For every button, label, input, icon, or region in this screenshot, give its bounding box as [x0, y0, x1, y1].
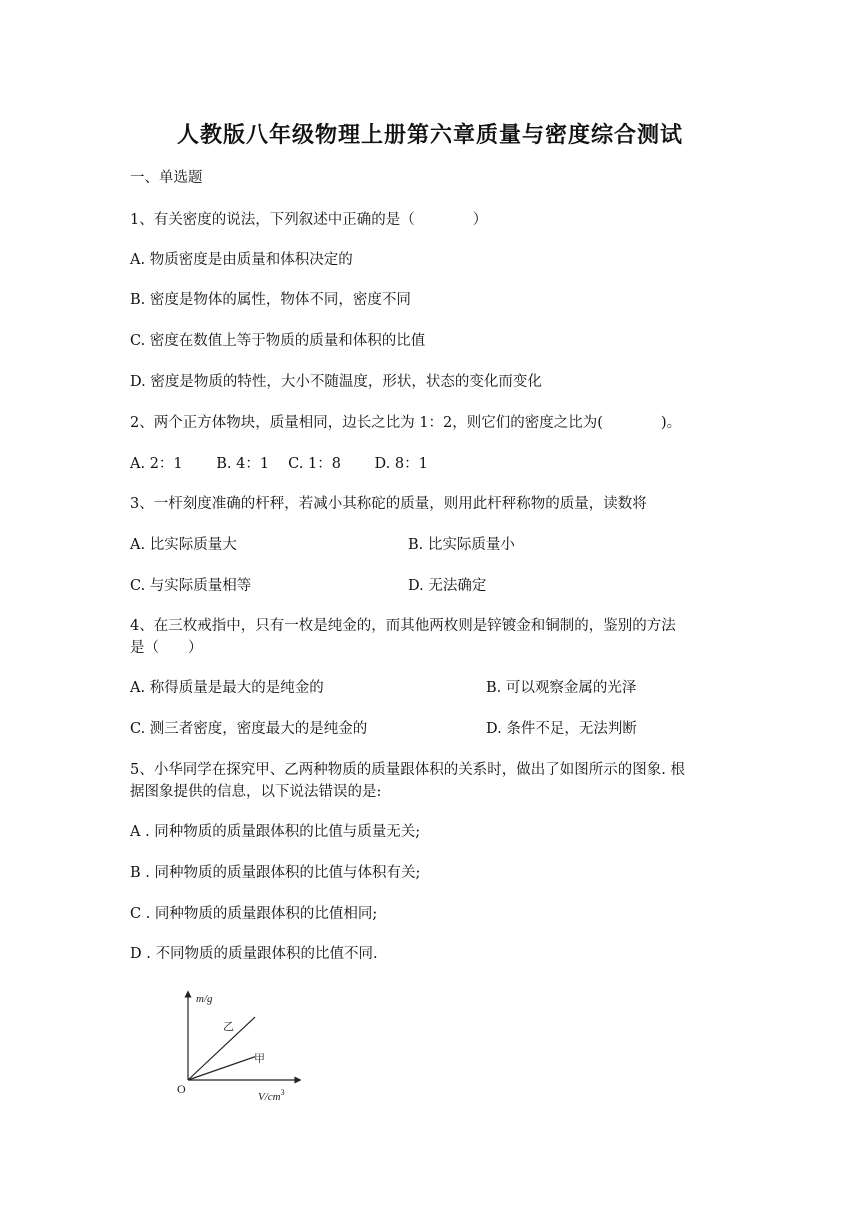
q3-stem: 3、一杆刻度准确的杆秤，若减小其称砣的质量，则用此杆秤称物的质量，读数将 [130, 496, 647, 512]
q4-stem-line1: 4、在三枚戒指中，只有一枚是纯金的，而其他两枚则是锌镀金和铜制的，鉴别的方法 [130, 618, 676, 634]
q2-stem: 2、两个正方体物块，质量相同，边长之比为 1：2，则它们的密度之比为( )。 [130, 415, 682, 431]
origin-label: O [177, 1082, 186, 1096]
mass-volume-graph [168, 988, 308, 1108]
q4-option-b: B. 可以观察金属的光泽 [486, 680, 637, 696]
q4-option-c: C. 测三者密度，密度最大的是纯金的 [130, 721, 368, 737]
y-axis-label: m/g [196, 993, 213, 1005]
q3-option-d: D. 无法确定 [408, 578, 487, 594]
series-label-yi: 乙 [223, 1021, 234, 1033]
q5-option-c: C . 同种物质的质量跟体积的比值相同; [130, 906, 378, 922]
series-line-jia [188, 1057, 255, 1080]
q1-option-d: D. 密度是物质的特性，大小不随温度，形状，状态的变化而变化 [130, 374, 542, 390]
section-heading: 一、单选题 [130, 170, 203, 186]
q5-stem-line2: 据图象提供的信息，以下说法错误的是: [130, 784, 382, 800]
q5-option-a: A . 同种物质的质量跟体积的比值与质量无关; [130, 824, 421, 840]
q4-option-a: A. 称得质量是最大的是纯金的 [130, 680, 324, 696]
x-axis-label: V/cm [258, 1091, 281, 1103]
q5-stem-line1: 5、小华同学在探究甲、乙两种物质的质量跟体积的关系时，做出了如图所示的图象. 根 [130, 762, 685, 778]
svg-text:V/cm3 [258, 1088, 285, 1103]
series-line-yi [188, 1017, 255, 1080]
q3-option-a: A. 比实际质量大 [130, 537, 237, 553]
q1-option-a: A. 物质密度是由质量和体积决定的 [130, 252, 353, 268]
q4-stem-line2: 是（ ） [130, 640, 203, 656]
series-label-jia: 甲 [254, 1053, 265, 1065]
q1-option-b: B. 密度是物体的属性，物体不同，密度不同 [130, 292, 411, 308]
document-title: 人教版八年级物理上册第六章质量与密度综合测试 [176, 123, 683, 148]
q4-option-d: D. 条件不足，无法判断 [486, 721, 637, 737]
q5-option-b: B . 同种物质的质量跟体积的比值与体积有关; [130, 865, 421, 881]
q5-option-d: D . 不同物质的质量跟体积的比值不同. [130, 946, 378, 962]
q2-options: A. 2：1 B. 4：1 C. 1：8 D. 8：1 [130, 456, 428, 472]
x-axis-unit-exp: 3 [280, 1088, 285, 1097]
q3-option-c: C. 与实际质量相等 [130, 578, 252, 594]
q3-option-b: B. 比实际质量小 [408, 537, 515, 553]
q1-option-c: C. 密度在数值上等于物质的质量和体积的比值 [130, 333, 426, 349]
q1-stem: 1、有关密度的说法，下列叙述中正确的是（ ） [130, 212, 488, 228]
